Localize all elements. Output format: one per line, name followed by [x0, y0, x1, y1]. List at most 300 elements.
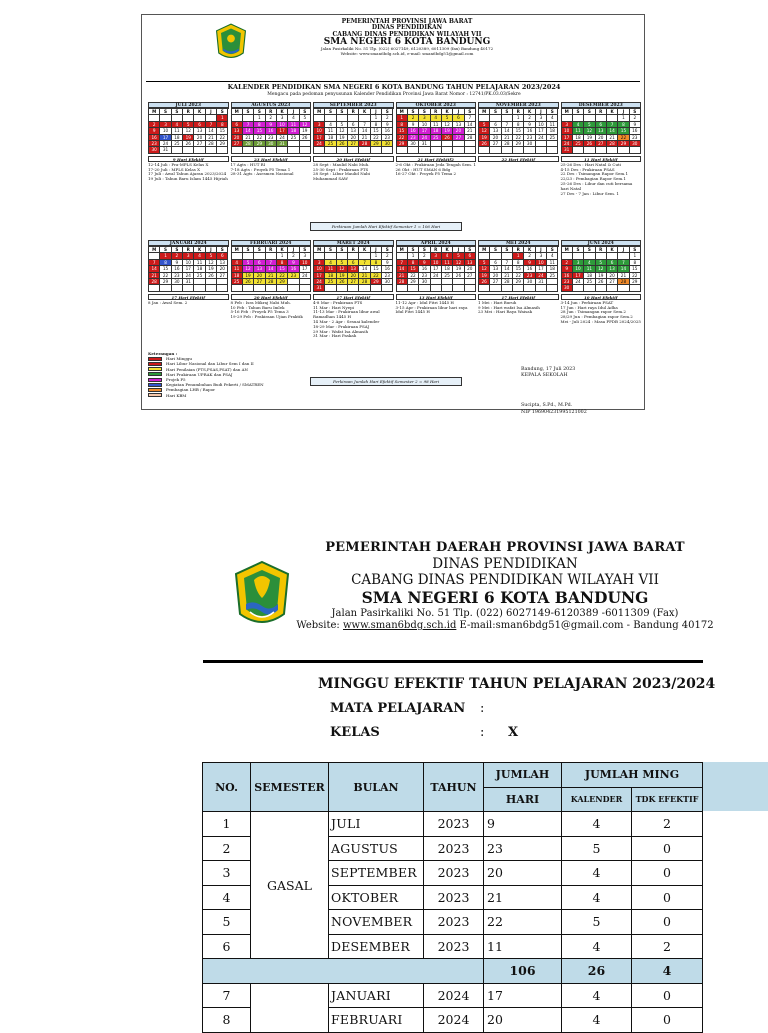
day-header: R [596, 247, 607, 253]
day-header: S [172, 247, 183, 253]
day-header: J [206, 109, 217, 115]
cell-tahun: 2023 [424, 812, 484, 837]
header-divider [146, 81, 640, 82]
day-header: S [630, 247, 641, 253]
header-jumlah: JUMLAH [484, 763, 562, 788]
day-cell: 19 [337, 135, 348, 141]
day-header: S [490, 109, 501, 115]
day-cell: 2 [382, 115, 393, 121]
day-cell: 28 [607, 141, 618, 147]
day-cell: 25 [232, 279, 243, 285]
effective-days: 17 Hari Efektif [148, 294, 229, 300]
school-name: SMA NEGERI 6 KOTA BANDUNG [323, 36, 491, 47]
day-cell: 15 [630, 266, 641, 272]
day-cell [408, 147, 419, 153]
cell-tdk: 0 [632, 861, 703, 886]
day-cell: 15 [217, 128, 228, 134]
day-cell: 12 [442, 122, 453, 128]
day-cell: 8 [513, 122, 524, 128]
cell-tahun: 2023 [424, 836, 484, 861]
day-cell [630, 285, 641, 291]
day-cell: 25 [573, 141, 584, 147]
effective-days: 23 Hari Efektif [231, 156, 312, 162]
day-cell: 25 [288, 135, 299, 141]
day-cell: 17 [160, 135, 171, 141]
day-cell: 15 [277, 266, 288, 272]
field-label: KELAS [330, 725, 380, 740]
day-cell: 8 [277, 260, 288, 266]
day-cell [536, 285, 547, 291]
day-cell: 25 [442, 273, 453, 279]
day-header: S [243, 247, 254, 253]
day-cell: 18 [194, 266, 205, 272]
day-cell [607, 285, 618, 291]
day-header: R [348, 109, 359, 115]
day-cell [172, 285, 183, 291]
day-header: R [183, 109, 194, 115]
day-cell: 30 [382, 279, 393, 285]
day-header: S [300, 247, 311, 253]
day-header: S [630, 109, 641, 115]
day-cell: 4 [442, 253, 453, 259]
day-cell: 30 [408, 141, 419, 147]
cell-bulan: DESEMBER [329, 934, 424, 959]
signature-role: KEPALA SEKOLAH [521, 373, 568, 379]
day-cell: 1 [630, 253, 641, 259]
legend-label: Hari Libur Nasional dan Libur Sem I dan II [166, 361, 254, 367]
day-cell [596, 147, 607, 153]
day-cell: 15 [513, 128, 524, 134]
day-header: M [397, 247, 408, 253]
month-name: MARET 2024 [313, 240, 394, 246]
day-cell: 30 [172, 279, 183, 285]
day-cell: 6 [596, 122, 607, 128]
day-cell: 22 [618, 135, 629, 141]
day-cell: 6 [490, 260, 501, 266]
day-cell: 19 [300, 128, 311, 134]
day-cell: 14 [359, 266, 370, 272]
day-cell: 29 [408, 279, 419, 285]
day-cell: 21 [502, 273, 513, 279]
day-cell: 27 [607, 279, 618, 285]
month-november-2023 [478, 102, 559, 196]
cell-bulan: AGUSTUS [329, 836, 424, 861]
day-cell: 6 [465, 253, 476, 259]
day-cell: 27 [490, 141, 501, 147]
cell-no: 7 [203, 983, 251, 1008]
day-cell: 14 [397, 266, 408, 272]
day-cell: 31 [562, 147, 573, 153]
day-cell: 25 [325, 279, 336, 285]
day-cell: 18 [172, 135, 183, 141]
month-grid [478, 108, 559, 154]
day-cell: 24 [536, 273, 547, 279]
day-header: R [183, 247, 194, 253]
day-cell: 10 [183, 260, 194, 266]
total-tdk: 4 [632, 959, 703, 984]
legend-swatch [148, 357, 162, 361]
day-cell [596, 285, 607, 291]
day-cell: 26 [453, 273, 464, 279]
day-cell: 16 [288, 266, 299, 272]
day-cell: 13 [596, 128, 607, 134]
day-cell: 19 [337, 273, 348, 279]
cell-tahun: 2023 [424, 910, 484, 935]
day-header: R [513, 109, 524, 115]
day-cell: 4 [584, 260, 595, 266]
cell-bulan: FEBRUARI [329, 1008, 424, 1033]
day-cell: 23 [382, 135, 393, 141]
legend-swatch [148, 383, 162, 387]
month-desember-2023 [561, 102, 642, 196]
day-cell [206, 285, 217, 291]
month-grid [231, 108, 312, 154]
day-cell: 17 [573, 273, 584, 279]
month-agustus-2023 [231, 102, 312, 196]
legend-swatch [148, 388, 162, 392]
effective-days: 13 Hari Efektif [396, 294, 477, 300]
day-cell: 1 [160, 253, 171, 259]
day-cell: 24 [277, 135, 288, 141]
day-header: K [607, 109, 618, 115]
day-cell [337, 285, 348, 291]
day-header: S [337, 247, 348, 253]
day-cell: 13 [194, 128, 205, 134]
day-header: S [325, 109, 336, 115]
day-cell: 29 [630, 279, 641, 285]
day-cell: 20 [596, 135, 607, 141]
day-cell: 28 [502, 279, 513, 285]
day-header: S [254, 109, 265, 115]
day-header: S [408, 247, 419, 253]
day-cell: 20 [348, 273, 359, 279]
cell-tdk: 0 [632, 1008, 703, 1033]
header-line: DINAS PENDIDIKAN [432, 555, 578, 572]
day-cell: 19 [442, 128, 453, 134]
day-cell [431, 285, 442, 291]
day-cell: 22 [513, 273, 524, 279]
day-cell: 1 [217, 115, 228, 121]
day-cell: 20 [194, 135, 205, 141]
month-name: JULI 2023 [148, 102, 229, 108]
day-cell: 11 [172, 128, 183, 134]
day-cell: 6 [453, 115, 464, 121]
day-cell: 11 [573, 128, 584, 134]
day-header: K [607, 247, 618, 253]
day-cell: 19 [183, 135, 194, 141]
day-cell [465, 285, 476, 291]
day-cell: 4 [232, 260, 243, 266]
cell-tahun: 2023 [424, 934, 484, 959]
day-cell: 20 [607, 273, 618, 279]
day-cell: 30 [149, 147, 160, 153]
month-name: DESEMBER 2023 [561, 102, 642, 108]
cell-kalender: 4 [562, 885, 632, 910]
day-header: J [453, 109, 464, 115]
day-cell: 3 [573, 260, 584, 266]
document-title: MINGGU EFEKTIF TAHUN PELAJARAN 2023/2024 [318, 676, 716, 692]
day-cell: 19 [243, 273, 254, 279]
day-header: K [442, 247, 453, 253]
month-grid [231, 246, 312, 292]
day-cell: 8 [630, 260, 641, 266]
day-cell: 7 [243, 122, 254, 128]
day-header: R [431, 109, 442, 115]
school-name: SMA NEGERI 6 KOTA BANDUNG [361, 587, 649, 607]
day-cell: 18 [288, 128, 299, 134]
month-grid [148, 246, 229, 292]
day-cell: 6 [232, 122, 243, 128]
day-cell [584, 285, 595, 291]
day-header: M [314, 247, 325, 253]
month-notes: 2-6 Okt : Prakiraan Jeda Tengah Sem. 1 26 Okt : HUT SMAN 6 Bdg 16-27 Okt : Proyek P5 Tema 2 [395, 161, 476, 177]
day-header: S [172, 109, 183, 115]
day-cell [442, 285, 453, 291]
day-cell: 14 [206, 128, 217, 134]
day-cell: 11 [325, 128, 336, 134]
day-cell: 24 [300, 273, 311, 279]
day-cell [524, 285, 535, 291]
day-header: J [536, 247, 547, 253]
legend-title: Keterangan : [148, 351, 178, 356]
day-cell [359, 147, 370, 153]
day-cell: 23 [149, 141, 160, 147]
day-cell: 4 [325, 122, 336, 128]
day-cell: 12 [337, 128, 348, 134]
day-cell: 20 [254, 273, 265, 279]
month-grid [561, 108, 642, 154]
total-hari: 106 [484, 959, 562, 984]
cell-kalender: 4 [562, 1008, 632, 1033]
day-cell: 25 [172, 141, 183, 147]
month-name: MEI 2024 [478, 240, 559, 246]
day-cell: 18 [547, 128, 558, 134]
day-cell: 23 [630, 135, 641, 141]
day-cell: 14 [359, 128, 370, 134]
day-cell [232, 285, 243, 291]
day-cell [266, 147, 277, 153]
cell-no: 4 [203, 885, 251, 910]
legend-swatch [148, 367, 162, 371]
day-cell: 11 [431, 122, 442, 128]
month-grid [396, 246, 477, 292]
day-cell: 18 [573, 135, 584, 141]
day-cell: 2 [382, 253, 393, 259]
header-tahun: TAHUN [424, 763, 484, 812]
day-cell: 24 [536, 135, 547, 141]
day-cell: 17 [536, 266, 547, 272]
day-cell: 5 [479, 260, 490, 266]
day-header: J [618, 109, 629, 115]
day-header: S [584, 247, 595, 253]
day-header: S [217, 109, 228, 115]
day-cell: 5 [337, 122, 348, 128]
day-cell: 21 [243, 135, 254, 141]
day-cell: 19 [479, 273, 490, 279]
cell-no: 5 [203, 910, 251, 935]
day-cell: 11 [442, 260, 453, 266]
day-header: S [502, 109, 513, 115]
day-cell [149, 285, 160, 291]
day-header: K [277, 109, 288, 115]
day-cell: 14 [502, 128, 513, 134]
day-cell [300, 147, 311, 153]
month-notes: 3-14 Jun : Perkiraan PSAT 17 Jun : Hari raya Idul Adha 28 Jun : Tsimangan rapor Sem.2 28/29 Jun : Pembagian rapor Sem.2 Mei - Juli 2024 : Masa PPDB 2024/2025 [560, 299, 641, 324]
day-header: S [419, 247, 430, 253]
day-cell: 11 [325, 266, 336, 272]
day-cell [288, 147, 299, 153]
month-oktober-2023 [396, 102, 477, 196]
day-cell [479, 147, 490, 153]
day-cell: 17 [419, 128, 430, 134]
day-cell [288, 285, 299, 291]
day-cell [243, 147, 254, 153]
month-notes: 28 Sept : Maulid Nabi Muh. 25-30 Sept : Prakiraan PTS 28 Sept : Libur Maulid Nabi Muhammad SAW [313, 161, 370, 182]
day-cell: 24 [314, 279, 325, 285]
header-tdk-efektif: TDK EFEKTIF [632, 787, 703, 812]
day-cell: 14 [243, 128, 254, 134]
day-cell [465, 147, 476, 153]
day-cell: 3 [419, 115, 430, 121]
month-mei-2024 [478, 240, 559, 339]
day-header: S [573, 109, 584, 115]
day-cell: 20 [453, 128, 464, 134]
day-header: M [149, 109, 160, 115]
month-name: JANUARI 2024 [148, 240, 229, 246]
day-cell: 9 [288, 260, 299, 266]
day-cell [630, 147, 641, 153]
day-cell: 21 [359, 135, 370, 141]
day-cell: 27 [194, 141, 205, 147]
day-cell: 17 [183, 266, 194, 272]
month-notes: 17 Agts : HUT RI 7-18 Agts : Proyek P5 Tema 1 28-31 Agts : Asesmen Nasional [230, 161, 294, 177]
day-cell [183, 285, 194, 291]
month-januari-2024 [148, 240, 229, 339]
day-cell: 24 [183, 273, 194, 279]
legend-swatch [148, 393, 162, 397]
day-cell: 12 [596, 266, 607, 272]
day-cell: 26 [442, 135, 453, 141]
day-cell [419, 285, 430, 291]
day-cell: 9 [266, 122, 277, 128]
cell-hari: 22 [484, 910, 562, 935]
day-cell [254, 285, 265, 291]
day-cell: 14 [502, 266, 513, 272]
day-cell: 30 [630, 141, 641, 147]
day-cell: 4 [325, 260, 336, 266]
signature-block [521, 367, 641, 416]
day-cell: 28 [266, 279, 277, 285]
day-cell: 5 [584, 122, 595, 128]
day-cell: 9 [524, 260, 535, 266]
day-cell: 13 [490, 266, 501, 272]
day-cell: 7 [149, 260, 160, 266]
day-cell: 17 [431, 266, 442, 272]
day-cell: 24 [431, 273, 442, 279]
day-cell: 17 [314, 273, 325, 279]
cell-kalender: 5 [562, 910, 632, 935]
day-cell: 31 [183, 279, 194, 285]
day-cell: 26 [183, 141, 194, 147]
west-java-emblem-icon [232, 560, 292, 632]
cell-tahun: 2024 [424, 1008, 484, 1033]
day-cell: 25 [194, 273, 205, 279]
month-grid [396, 108, 477, 154]
day-cell: 6 [348, 122, 359, 128]
cell-no: 2 [203, 836, 251, 861]
day-header: K [194, 109, 205, 115]
day-cell: 12 [453, 260, 464, 266]
day-cell: 7 [618, 260, 629, 266]
cell-hari: 9 [484, 812, 562, 837]
day-cell [348, 285, 359, 291]
day-cell: 9 [149, 128, 160, 134]
day-cell: 25 [547, 135, 558, 141]
cell-hari: 20 [484, 861, 562, 886]
day-cell: 15 [408, 266, 419, 272]
signature-place-date: Bandung, 17 Juli 2023 [521, 367, 576, 372]
day-cell [325, 285, 336, 291]
day-cell: 15 [618, 128, 629, 134]
day-header: S [547, 109, 558, 115]
day-cell: 22 [371, 273, 382, 279]
day-cell: 4 [172, 122, 183, 128]
day-header: S [382, 247, 393, 253]
day-header: R [266, 109, 277, 115]
day-cell [618, 147, 629, 153]
website-link[interactable]: www.sman6bdg.sch.id [342, 619, 457, 631]
day-header: S [160, 247, 171, 253]
cell-hari: 20 [484, 1008, 562, 1033]
day-cell [397, 147, 408, 153]
day-header: S [573, 247, 584, 253]
day-cell: 18 [232, 273, 243, 279]
day-cell [232, 147, 243, 153]
day-header: R [513, 247, 524, 253]
month-name: SEPTEMBER 2023 [313, 102, 394, 108]
day-cell [359, 285, 370, 291]
day-cell [502, 147, 513, 153]
day-cell: 15 [371, 266, 382, 272]
day-cell: 2 [562, 260, 573, 266]
day-cell: 21 [502, 135, 513, 141]
day-cell: 13 [254, 266, 265, 272]
day-header: K [359, 109, 370, 115]
day-cell [584, 147, 595, 153]
day-cell [183, 147, 194, 153]
day-cell: 16 [266, 128, 277, 134]
cell-kalender: 4 [562, 983, 632, 1008]
day-header: J [371, 247, 382, 253]
day-cell: 5 [183, 122, 194, 128]
legend-label: Projek P5 [166, 376, 186, 382]
header-address: Jalan Pasirkaliki No. 51 Tlp. (022) 6027149-6120389 -6011309 (Fax) [331, 607, 679, 619]
day-cell: 21 [618, 273, 629, 279]
day-cell: 2 [408, 115, 419, 121]
day-cell: 13 [453, 122, 464, 128]
header-hari: HARI [484, 787, 562, 812]
day-header: S [243, 109, 254, 115]
day-cell: 13 [348, 266, 359, 272]
day-cell: 30 [524, 279, 535, 285]
day-cell: 14 [266, 266, 277, 272]
day-cell: 6 [348, 260, 359, 266]
day-cell: 3 [183, 253, 194, 259]
months-row-semester-2 [148, 240, 642, 339]
day-header: K [524, 247, 535, 253]
day-cell: 22 [630, 273, 641, 279]
day-cell [371, 285, 382, 291]
